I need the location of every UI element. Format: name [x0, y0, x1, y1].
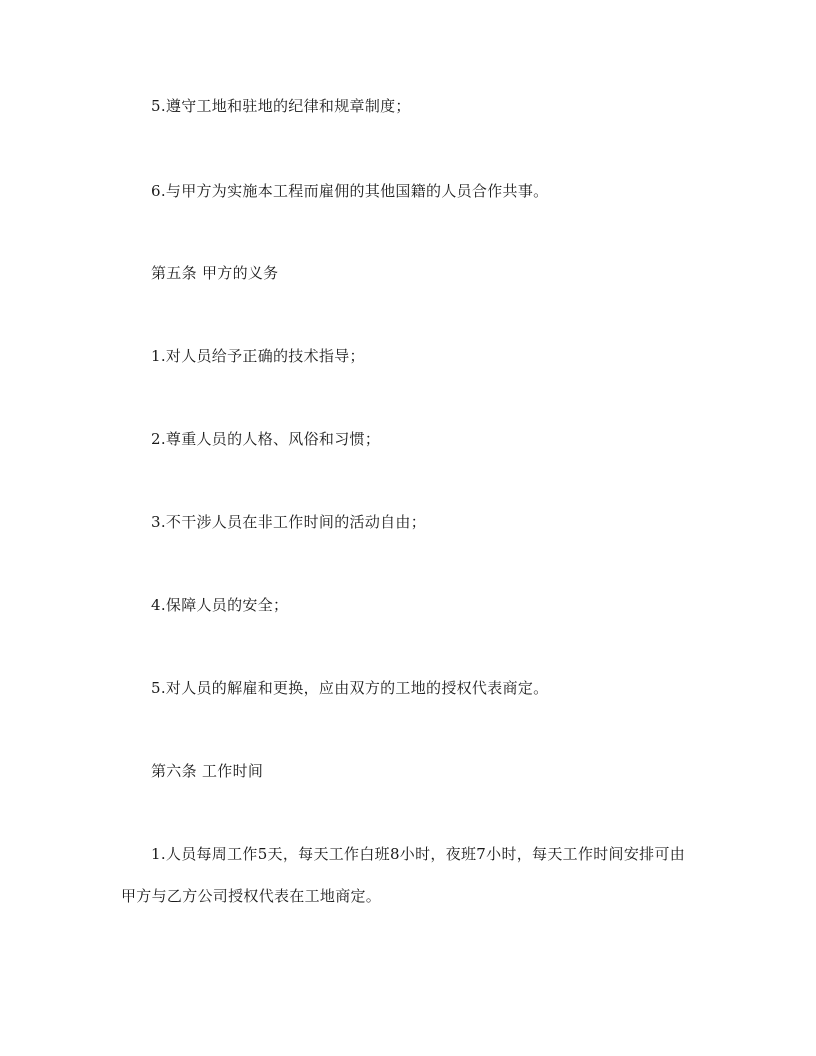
paragraph-obligation-4: 4.保障人员的安全； [151, 596, 289, 614]
paragraph-obligation-2: 2.尊重人员的人格、风俗和习惯； [151, 430, 381, 448]
paragraph-obligation-3: 3.不干涉人员在非工作时间的活动自由； [151, 513, 427, 531]
paragraph-work-time-line-2: 甲方与乙方公司授权代表在工地商定。 [121, 887, 382, 905]
section-heading-article-5: 第五条 甲方的义务 [151, 264, 279, 282]
paragraph-work-time-line-1: 1.人员每周工作5天，每天工作白班8小时，夜班7小时，每天工作时间安排可由 [151, 845, 686, 863]
paragraph-obligation-5: 5.对人员的解雇和更换，应由双方的工地的授权代表商定。 [151, 679, 549, 697]
section-heading-article-6: 第六条 工作时间 [151, 762, 264, 780]
paragraph-rule-5-discipline: 5.遵守工地和驻地的纪律和规章制度； [151, 97, 411, 115]
paragraph-rule-6-cooperation: 6.与甲方为实施本工程而雇佣的其他国籍的人员合作共事。 [151, 182, 549, 200]
paragraph-obligation-1: 1.对人员给予正确的技术指导； [151, 347, 365, 365]
